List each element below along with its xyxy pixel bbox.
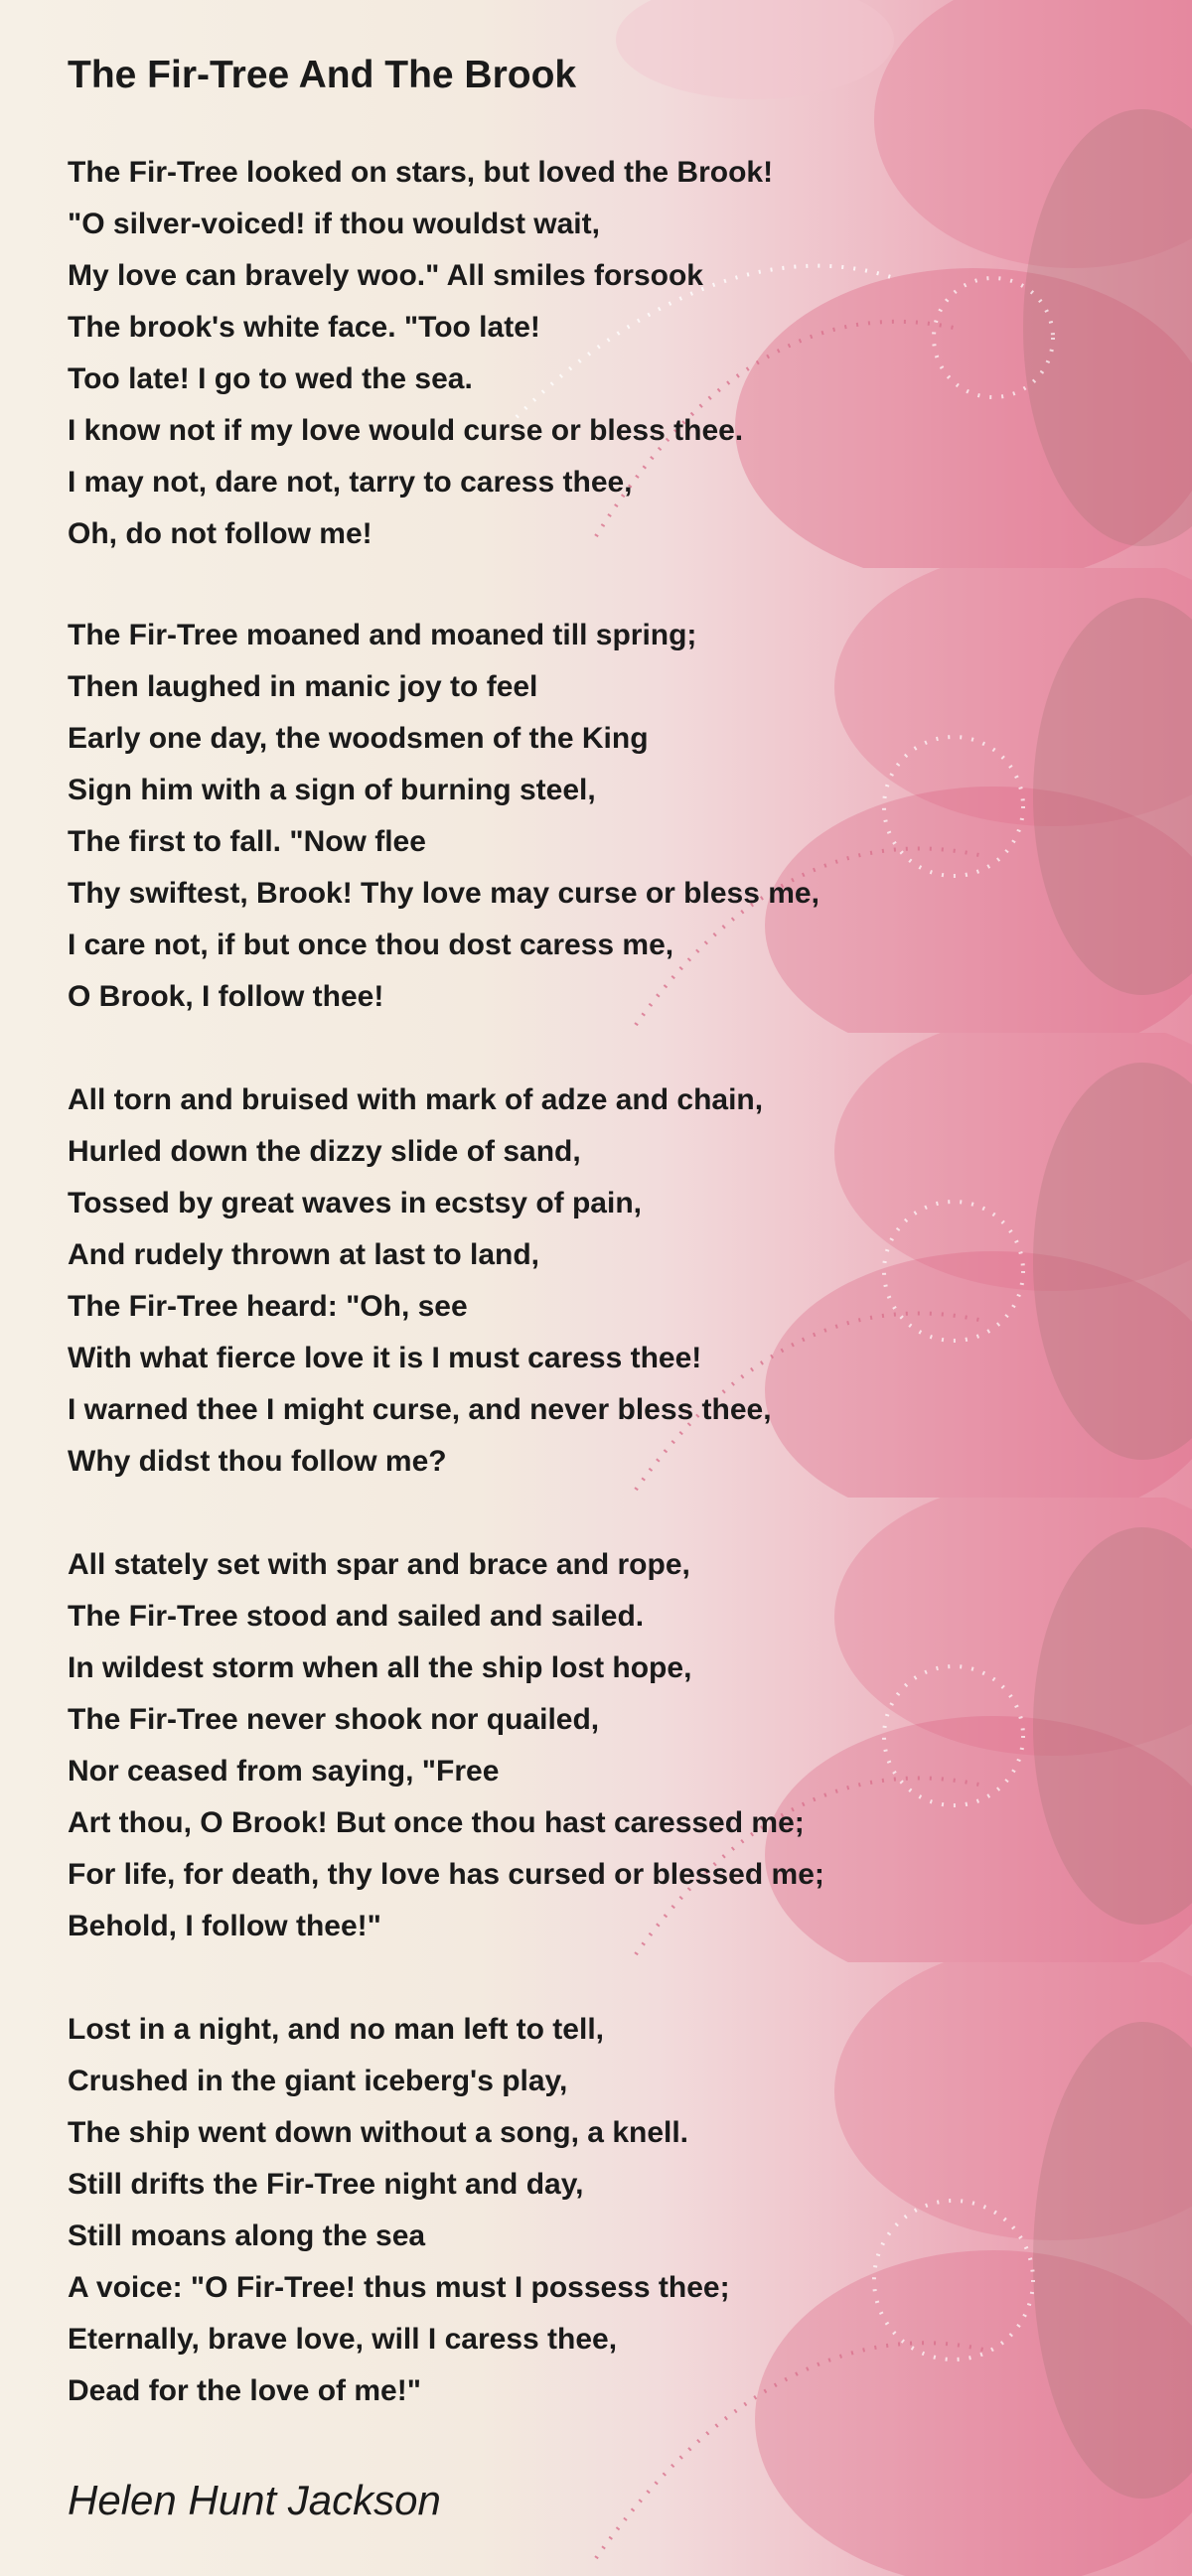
poem-line: I may not, dare not, tarry to caress thee, [68, 466, 633, 499]
poem-line: Thy swiftest, Brook! Thy love may curse or bless me, [68, 877, 820, 910]
poem-title: The Fir-Tree And The Brook [68, 54, 577, 96]
poem-author: Helen Hunt Jackson [68, 2477, 441, 2523]
poem-line: Early one day, the woodsmen of the King [68, 722, 649, 755]
poem-line: Crushed in the giant iceberg's play, [68, 2065, 568, 2097]
poem-line: For life, for death, thy love has cursed or blessed me; [68, 1858, 824, 1891]
poem-line: Nor ceased from saying, "Free [68, 1755, 500, 1788]
poem-line: I know not if my love would curse or bless thee. [68, 414, 744, 447]
poem-line: Eternally, brave love, will I caress thee, [68, 2323, 618, 2356]
poem-line: The Fir-Tree moaned and moaned till spring; [68, 619, 697, 651]
stanza [68, 610, 820, 1023]
poem-line: Art thou, O Brook! But once thou hast caressed me; [68, 1806, 805, 1839]
poem-line: O Brook, I follow thee! [68, 980, 384, 1013]
poem-line: The Fir-Tree looked on stars, but loved the Brook! [68, 156, 774, 189]
poem-line: I care not, if but once thou dost caress me, [68, 929, 674, 961]
poem-line: The Fir-Tree never shook nor quailed, [68, 1703, 600, 1736]
poem-line: My love can bravely woo." All smiles forsook [68, 259, 703, 292]
poem-line: The Fir-Tree stood and sailed and sailed. [68, 1600, 645, 1633]
poem-line: A voice: "O Fir-Tree! thus must I possess thee; [68, 2271, 730, 2304]
poem-line: Still moans along the sea [68, 2219, 426, 2252]
poem-line: Sign him with a sign of burning steel, [68, 774, 596, 806]
poem-line: The ship went down without a song, a knell. [68, 2116, 689, 2149]
poem-line: All torn and bruised with mark of adze and chain, [68, 1083, 764, 1116]
poem-line: Too late! I go to wed the sea. [68, 362, 473, 395]
poem-line: The first to fall. "Now flee [68, 825, 426, 858]
poem-line: The brook's white face. "Too late! [68, 311, 540, 344]
stanza [68, 1074, 772, 1488]
poem-line: In wildest storm when all the ship lost hope, [68, 1651, 692, 1684]
poem-line: And rudely thrown at last to land, [68, 1238, 540, 1271]
poem-line: Behold, I follow thee!" [68, 1910, 381, 1942]
poem-line: Tossed by great waves in ecstsy of pain, [68, 1187, 642, 1219]
poem-line: "O silver-voiced! if thou wouldst wait, [68, 208, 600, 240]
poem-line: With what fierce love it is I must caress thee! [68, 1342, 702, 1374]
stanza [68, 1539, 824, 1952]
poem-line: Then laughed in manic joy to feel [68, 670, 538, 703]
poem-line: All stately set with spar and brace and rope, [68, 1548, 690, 1581]
poem-line: Hurled down the dizzy slide of sand, [68, 1135, 581, 1168]
poem-line: The Fir-Tree heard: "Oh, see [68, 1290, 468, 1323]
stanza [68, 2004, 730, 2417]
poem-line: Why didst thou follow me? [68, 1445, 447, 1478]
poem-line: Still drifts the Fir-Tree night and day, [68, 2168, 584, 2201]
poem-line: Lost in a night, and no man left to tell, [68, 2013, 604, 2046]
poem-line: I warned thee I might curse, and never bless thee, [68, 1393, 772, 1426]
poem-line: Oh, do not follow me! [68, 517, 372, 550]
stanza [68, 147, 773, 560]
poem-line: Dead for the love of me!" [68, 2374, 421, 2407]
